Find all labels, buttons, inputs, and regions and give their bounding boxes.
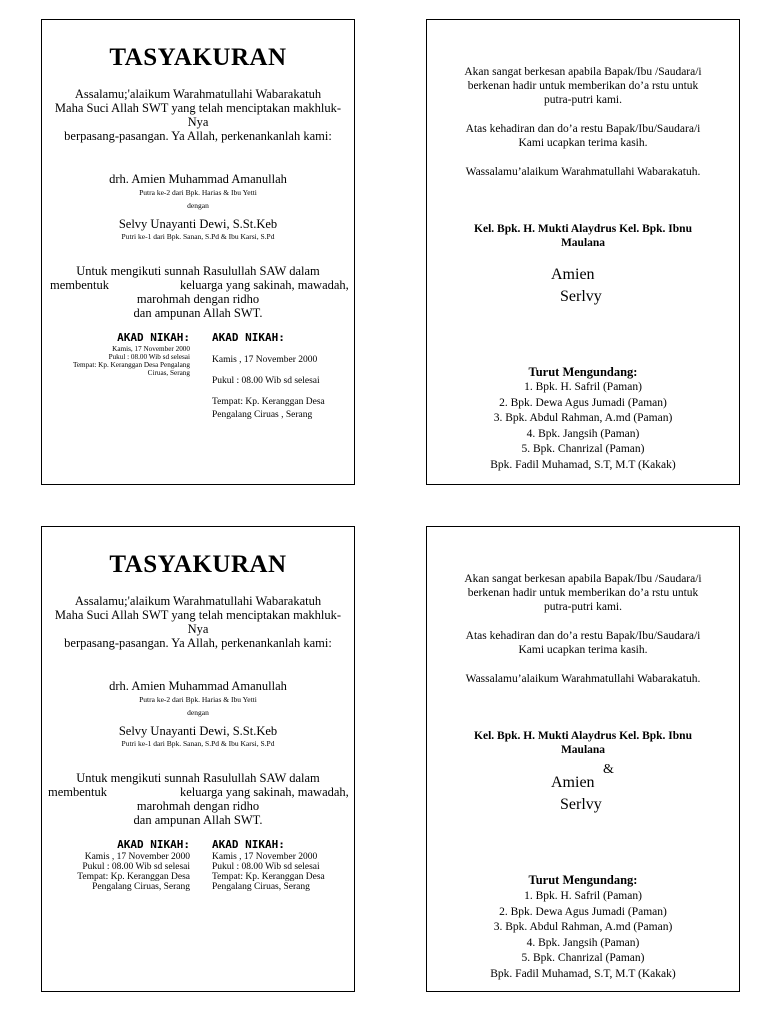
thanks-line: Atas kehadiran dan do’a restu Bapak/Ibu/Saudara/i [465,630,701,642]
families-line: Kel. Bpk. H. Mukti Alaydrus Kel. Bpk. Ibnu [474,730,692,742]
turut-heading: Turut Mengundang: [528,873,638,887]
closing-greeting: Wassalamu’alaikum Warahmatullahi Wabarakatuh. [465,673,701,685]
list-item: 5. Bpk. Chanrizal (Paman) [521,443,645,455]
couple-bride: Serlvy [560,796,602,813]
list-item: Bpk. Fadil Muhamad, S.T, M.T (Kakak) [490,967,676,980]
akad-place: Ciruas, Serang [147,369,190,377]
akad-date: Kamis, 17 November 2000 [112,345,190,353]
request-line: Akan sangat berkesan apabila Bapak/Ibu /Saudara/i [464,573,702,585]
thanks-line: Kami ucapkan terima kasih. [518,644,648,656]
request-line: putra-putri kami. [544,601,622,613]
dengan-label: dengan [187,708,209,717]
list-item: 5. Bpk. Chanrizal (Paman) [521,952,645,964]
list-item: 1. Bpk. H. Safril (Paman) [524,381,642,393]
families-line: Maulana [560,744,606,756]
akad-place: Pengalang Ciruas , Serang [212,410,313,420]
akad-heading: AKAD NIKAH: [117,331,190,344]
akad-time: Pukul : 08.00 Wib sd selesai [212,862,320,872]
greeting-line: berpasang-pasangan. Ya Allah, perkenankanlah kami: [64,129,332,143]
greeting-line: Nya [187,622,209,636]
akad-heading: AKAD NIKAH: [117,838,190,851]
list-item: 2. Bpk. Dewa Agus Jumadi (Paman) [499,905,667,918]
akad-place: Pengalang Ciruas, Serang [212,882,310,892]
dengan-label: dengan [187,201,209,210]
akad-column-left [48,331,190,377]
turut-list [427,889,739,982]
list-item: 4. Bpk. Jangsih (Paman) [526,936,640,949]
groom-parents: Putra ke-2 dari Bpk. Harias & Ibu Yetti [139,188,257,197]
akad-date: Kamis , 17 November 2000 [212,852,318,862]
bride-parents: Putri ke-1 dari Bpk. Sanan, S.Pd & Ibu Karsi, S.Pd [121,232,275,241]
akad-date: Kamis , 17 November 2000 [212,355,318,365]
turut-heading: Turut Mengundang: [528,365,638,379]
list-item: 2. Bpk. Dewa Agus Jumadi (Paman) [499,396,667,409]
list-item: Bpk. Fadil Muhamad, S.T, M.T (Kakak) [490,458,676,471]
groom-name: drh. Amien Muhammad Amanullah [109,679,287,693]
sunnah-line: keluarga yang sakinah, mawadah, [180,785,349,799]
turut-list [427,380,739,473]
couple-groom: Amien [551,774,595,791]
sunnah-line: membentuk [48,785,108,799]
akad-place: Tempat: Kp. Keranggan Desa Pengalang [72,361,190,369]
akad-column-right [212,331,352,420]
list-item: 3. Bpk. Abdul Rahman, A.md (Paman) [493,412,673,424]
bride-name: Selvy Unayanti Dewi, S.St.Keb [118,217,278,231]
greeting-line: Maha Suci Allah SWT yang telah menciptakan makhluk- [54,608,342,622]
list-item: 3. Bpk. Abdul Rahman, A.md (Paman) [493,921,673,933]
akad-place: Tempat: Kp. Keranggan Desa [212,397,325,407]
invitation-front-card [41,19,355,485]
sunnah-line: marohmah dengan ridho [136,292,260,306]
families-line: Maulana [560,237,606,249]
request-line: Akan sangat berkesan apabila Bapak/Ibu /Saudara/i [464,66,702,78]
thanks-line: Atas kehadiran dan do’a restu Bapak/Ibu/Saudara/i [465,123,701,135]
bride-name: Selvy Unayanti Dewi, S.St.Keb [118,724,278,738]
sunnah-line: Untuk mengikuti sunnah Rasulullah SAW dalam [76,264,320,278]
card-title: TASYAKURAN [109,44,287,71]
closing-greeting: Wassalamu’alaikum Warahmatullahi Wabarakatuh. [465,166,701,178]
greeting-line: Assalamu;'alaikum Warahmatullahi Wabarakatuh [74,87,322,101]
ampersand: & [603,762,614,777]
list-item: 4. Bpk. Jangsih (Paman) [526,427,640,440]
greeting-line: Maha Suci Allah SWT yang telah menciptakan makhluk- [54,101,342,115]
invitation-front-card [41,526,355,992]
akad-time: Pukul : 08.00 Wib sd selesai [212,376,320,386]
thanks-line: Kami ucapkan terima kasih. [518,137,648,149]
invitation-back-card [426,526,740,992]
akad-heading: AKAD NIKAH: [212,838,285,851]
akad-place: Tempat: Kp. Keranggan Desa [212,872,325,882]
sunnah-line: marohmah dengan ridho [136,799,260,813]
bride-parents: Putri ke-1 dari Bpk. Sanan, S.Pd & Ibu Karsi, S.Pd [121,739,275,748]
sunnah-line: membentuk [50,278,110,292]
akad-column-right [212,838,352,892]
akad-column-left [48,838,190,892]
request-line: putra-putri kami. [544,94,622,106]
akad-date: Kamis , 17 November 2000 [84,852,190,862]
card-title: TASYAKURAN [109,551,287,578]
request-line: berkenan hadir untuk memberikan do’a rstu untuk [467,80,699,92]
greeting-line: berpasang-pasangan. Ya Allah, perkenankanlah kami: [64,636,332,650]
couple-bride: Serlvy [560,288,602,305]
akad-time: Pukul : 08.00 Wib sd selesai [108,353,190,361]
groom-parents: Putra ke-2 dari Bpk. Harias & Ibu Yetti [139,695,257,704]
families-line: Kel. Bpk. H. Mukti Alaydrus Kel. Bpk. Ibnu [474,223,692,235]
akad-heading: AKAD NIKAH: [212,331,285,344]
greeting-line: Assalamu;'alaikum Warahmatullahi Wabarakatuh [74,594,322,608]
list-item: 1. Bpk. H. Safril (Paman) [524,890,642,902]
sunnah-line: Untuk mengikuti sunnah Rasulullah SAW dalam [76,771,320,785]
couple-groom: Amien [551,266,595,283]
sunnah-line: keluarga yang sakinah, mawadah, [180,278,349,292]
akad-time: Pukul : 08.00 Wib sd selesai [82,862,190,872]
groom-name: drh. Amien Muhammad Amanullah [109,172,287,186]
request-line: berkenan hadir untuk memberikan do’a rstu untuk [467,587,699,599]
akad-place: Tempat: Kp. Keranggan Desa [77,872,190,882]
invitation-back-card [426,19,740,485]
sunnah-line: dan ampunan Allah SWT. [133,813,263,827]
greeting-line: Nya [187,115,209,129]
sunnah-line: dan ampunan Allah SWT. [133,306,263,320]
akad-place: Pengalang Ciruas, Serang [92,882,190,892]
